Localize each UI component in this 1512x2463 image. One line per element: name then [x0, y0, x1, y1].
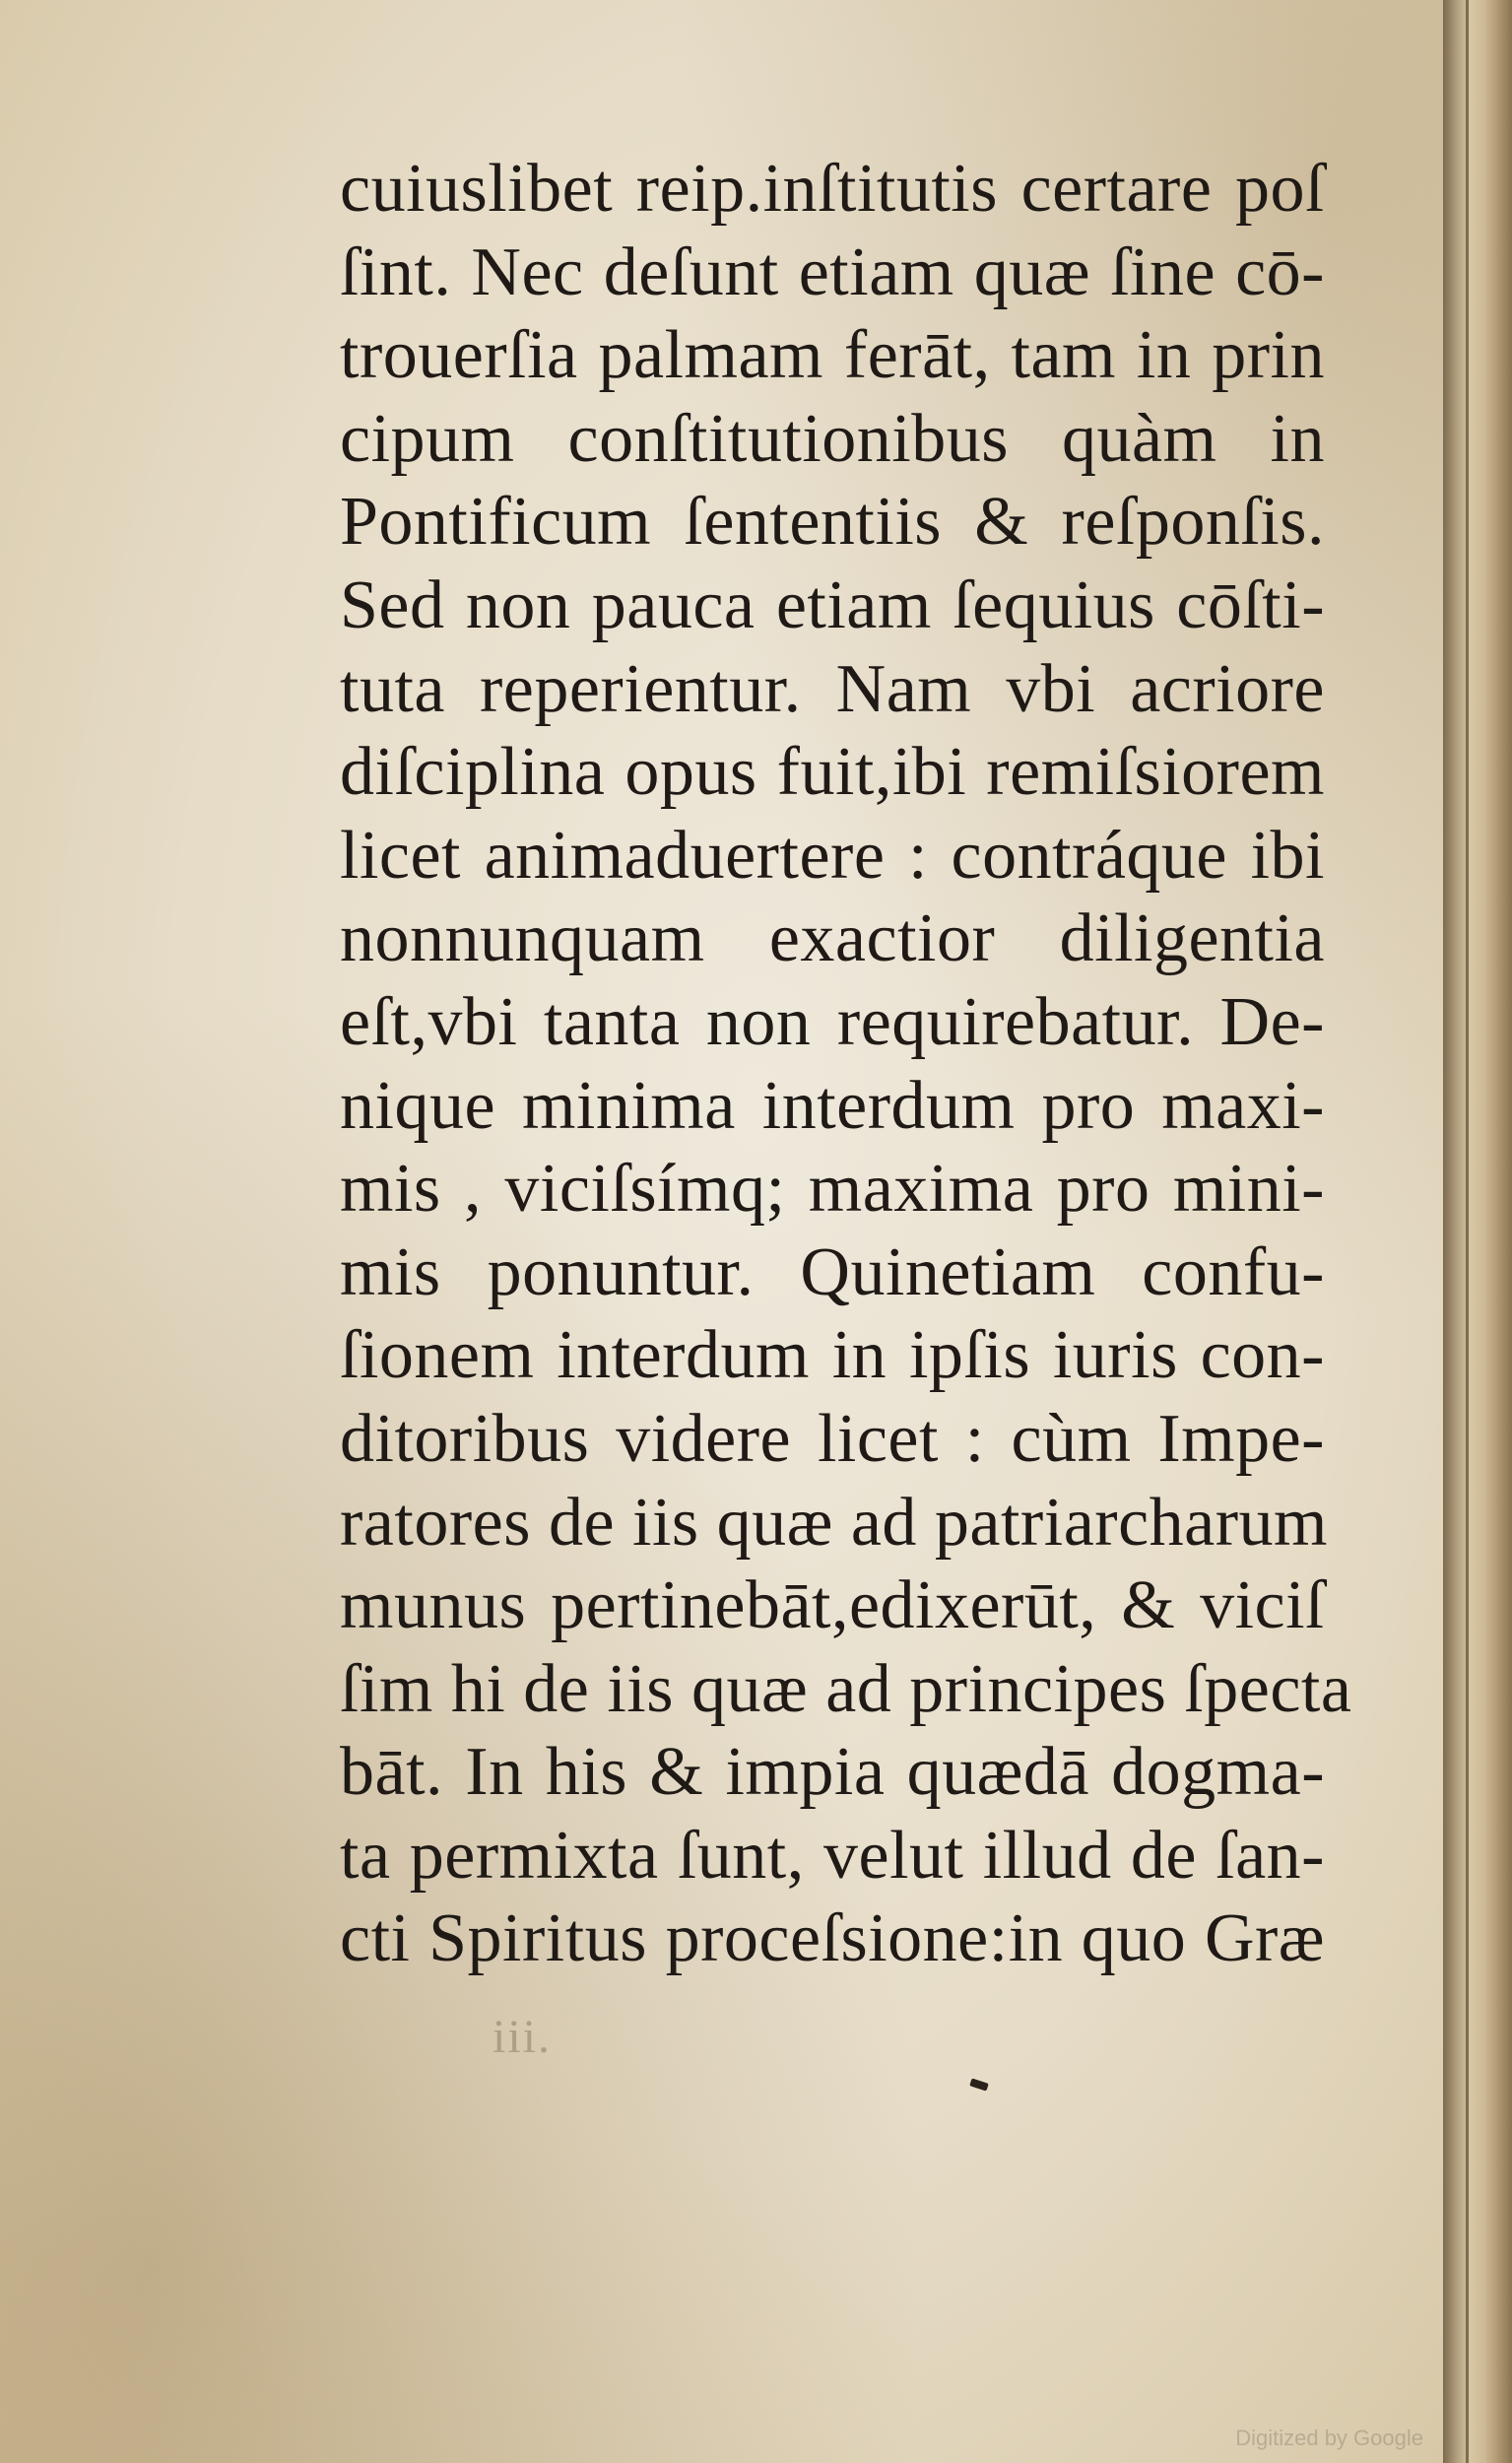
- text-line: eſt,vbi tanta non requirebatur. De-: [340, 983, 1325, 1060]
- text-line: ditoribus videre licet : cùm Impe-: [340, 1400, 1325, 1477]
- text-block: [340, 148, 1352, 1981]
- text-line: ratores de iis quæ ad patriarcharum: [340, 1484, 1328, 1561]
- text-line: diſciplina opus fuit,ibi remiſsiorem: [340, 734, 1325, 811]
- text-line: Sed non pauca etiam ſequius cōſti-: [340, 566, 1325, 643]
- gutter-line: [1466, 0, 1469, 2463]
- text-line: tuta reperientur. Nam vbi acriore: [340, 650, 1325, 727]
- text-line: cti Spiritus proceſsione:in quo Græ: [340, 1900, 1325, 1977]
- text-line: munus pertinebāt,edixerūt, & viciſ: [340, 1567, 1325, 1644]
- text-line: trouerſia palmam ferāt, tam in prin: [340, 317, 1325, 394]
- text-line: ſint. Nec deſunt etiam quæ ſine cō-: [340, 233, 1325, 310]
- text-line: bāt. In his & impia quædā dogma-: [340, 1734, 1325, 1811]
- watermark: Digitized by Google: [1235, 2426, 1423, 2450]
- text-line: Pontificum ſententiis & reſponſis.: [340, 484, 1325, 561]
- text-line: nonnunquam exactior diligentia: [340, 900, 1325, 977]
- text-line: ſionem interdum in ipſis iuris con-: [340, 1317, 1325, 1394]
- text-line: licet animaduertere : contráque ibi: [340, 817, 1325, 894]
- ink-mark: [969, 2078, 989, 2091]
- text-line: cipum conſtitutionibus quàm in: [340, 400, 1325, 477]
- text-line: mis ponuntur. Quinetiam confu-: [340, 1233, 1325, 1310]
- text-line: cuiuslibet reip.inſtitutis certare poſ: [340, 151, 1325, 227]
- text-line: mis , viciſsímq; maxima pro mini-: [340, 1151, 1325, 1228]
- book-gutter: [1443, 0, 1512, 2463]
- text-line: ta permixta ſunt, velut illud de ſan-: [340, 1817, 1325, 1894]
- signature-mark: iii.: [493, 2011, 553, 2063]
- text-line: ſim hi de iis quæ ad principes ſpecta: [340, 1650, 1352, 1727]
- text-line: nique minima interdum pro maxi-: [340, 1067, 1325, 1144]
